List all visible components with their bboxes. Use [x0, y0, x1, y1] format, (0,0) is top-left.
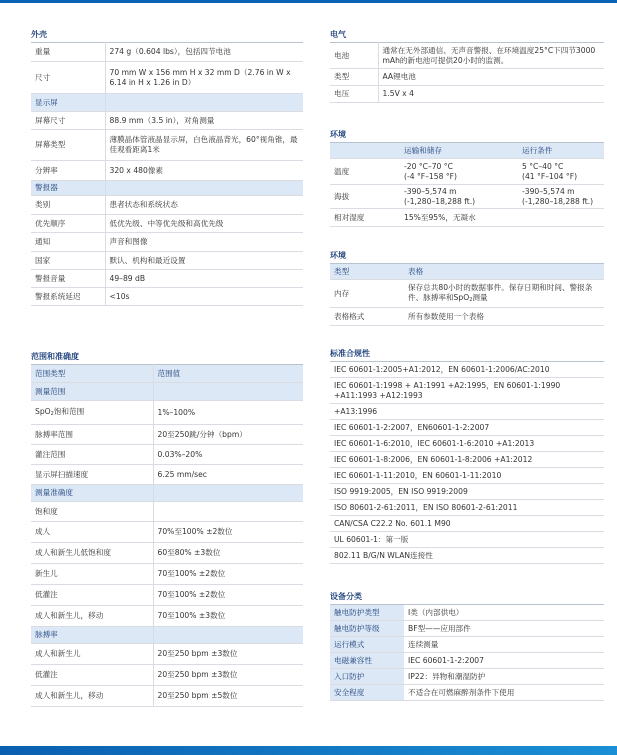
- table-row: SpO$_2$饱和范围 1%–100%: [31, 401, 303, 425]
- table-row: 分辨率 320 x 480像素: [31, 161, 303, 181]
- list-item: IEC 60601-1-8:2006，EN 60601-1-8:2006 +A1:2012: [330, 452, 604, 468]
- table-row: 显示屏扫描速度 6.25 mm/sec: [31, 465, 303, 485]
- standards-heading: 标准合规性: [330, 349, 370, 358]
- standards-table: [330, 361, 604, 564]
- header-row: 运输和储存 运行条件: [330, 143, 604, 159]
- exterior-heading: 外壳: [31, 30, 47, 39]
- table-row: 成人和新生儿低饱和度 60至80% ±3数位: [31, 543, 303, 564]
- table-row: 重量 274 g（0.604 lbs），包括四节电池: [31, 43, 303, 62]
- table-row: 警报系统延迟 <10s: [31, 288, 303, 306]
- table-row: 警报音量 49–89 dB: [31, 270, 303, 288]
- bottom-accent-bar: [0, 746, 617, 755]
- list-item: +A13:1996: [330, 404, 604, 420]
- table-row: 类别 患者状态和系统状态: [31, 196, 303, 215]
- section-row: 显示屏: [31, 94, 303, 112]
- table-row: 饱和度: [31, 502, 303, 522]
- range-accuracy-heading: 范围和准确度: [31, 352, 79, 361]
- table-row: 海拔 -390–5,574 m (-1,280–18,288 ft.) -390–5,574 m (-1,280–18,288 ft.): [330, 185, 604, 209]
- table-row: 国家 默认、机构和最近设置: [31, 252, 303, 270]
- list-item: 802.11 B/G/N WLAN连接性: [330, 548, 604, 564]
- list-item: CAN/CSA C22.2 No. 601.1 M90: [330, 516, 604, 532]
- electrical-heading: 电气: [330, 30, 346, 39]
- table-row: 成人 70%至100% ±2数位: [31, 522, 303, 543]
- list-item: IEC 60601-1-6:2010，IEC 60601-1-6:2010 +A1:2013: [330, 436, 604, 452]
- list-item: IEC 60601-1-11:2010，EN 60601-1-11:2010: [330, 468, 604, 484]
- device-class-table: [330, 604, 604, 701]
- environment-table: [330, 142, 604, 227]
- list-item: IEC 60601-1:2005+A1:2012，EN 60601-1:2006/AC:2010: [330, 362, 604, 378]
- table-row: 通知 声音和图像: [31, 233, 303, 252]
- table-row: 优先顺序 低优先级、中等优先级和高优先级: [31, 215, 303, 233]
- range-accuracy-section: [31, 350, 303, 707]
- environment-heading: 环境: [330, 130, 346, 139]
- table-row: 入口防护 IP22：异物和潮湿防护: [330, 669, 604, 685]
- table-row: 类型 AA锂电池: [330, 69, 604, 86]
- section-row: 脉搏率: [31, 627, 303, 644]
- table-row: 成人和新生儿，移动 20至250 bpm ±5数位: [31, 686, 303, 707]
- table-row: 安全程度 不适合在可燃麻醉剂条件下使用: [330, 685, 604, 701]
- list-item: UL 60601-1：第一版: [330, 532, 604, 548]
- range-accuracy-table: [31, 364, 303, 707]
- table-row: 电压 1.5V x 4: [330, 86, 604, 103]
- device-class-heading: 设备分类: [330, 592, 362, 601]
- standards-section: [330, 347, 604, 564]
- table-row: 相对湿度 15%至95%，无凝水: [330, 209, 604, 227]
- top-accent-bar: [0, 0, 617, 3]
- list-item: ISO 80601-2-61:2011，EN ISO 80601-2-61:2011: [330, 500, 604, 516]
- header-row: 类型 表格: [330, 264, 604, 280]
- table-row: 灌注范围 0.03%–20%: [31, 445, 303, 465]
- section-row: 警报器: [31, 181, 303, 196]
- environment-memory-section: [330, 249, 604, 326]
- list-item: IEC 60601-1:1998 + A1:1991 +A2:1995，EN 60601-1:1990 +A11:1993 +A12:1993: [330, 378, 604, 404]
- table-row: 尺寸 70 mm W x 156 mm H x 32 mm D（2.76 in W x 6.14 in H x 1.26 in D）: [31, 62, 303, 94]
- environment-section: [330, 128, 604, 227]
- table-row: 成人和新生儿 20至250 bpm ±3数位: [31, 644, 303, 665]
- table-row: 屏幕类型 薄膜晶体管液晶显示屏，白色液晶背光，60°视角锥，最佳观看距离1米: [31, 130, 303, 161]
- exterior-section: [31, 28, 303, 306]
- section-row: 测量范围: [31, 383, 303, 401]
- environment-memory-table: [330, 263, 604, 326]
- table-row: 触电防护类型 I类（内部供电）: [330, 605, 604, 621]
- device-class-section: [330, 590, 604, 701]
- table-row: 触电防护等级 BF型——应用部件: [330, 621, 604, 637]
- table-row: 屏幕尺寸 88.9 mm（3.5 in），对角测量: [31, 112, 303, 130]
- table-row: 低灌注 20至250 bpm ±3数位: [31, 665, 303, 686]
- table-row: 内存 保存总共80小时的数据事件。保存日期和时间、警报条件、脉搏率和SpO$_2$测量: [330, 280, 604, 308]
- electrical-section: [330, 28, 604, 103]
- table-row: 温度 -20 °C–70 °C (-4 °F–158 °F) 5 °C–40 °C (41 °F–104 °F): [330, 159, 604, 185]
- table-row: 低灌注 70至100% ±2数位: [31, 585, 303, 606]
- exterior-table: [31, 42, 303, 306]
- section-row: 测量准确度: [31, 485, 303, 502]
- environment-memory-heading: 环境: [330, 251, 346, 260]
- table-row: 脉搏率范围 20至250跳/分钟（bpm）: [31, 425, 303, 445]
- header-row: 范围类型 范围值: [31, 365, 303, 383]
- list-item: IEC 60601-1-2:2007，EN60601-1-2:2007: [330, 420, 604, 436]
- table-row: 电磁兼容性 IEC 60601-1-2:2007: [330, 653, 604, 669]
- electrical-table: [330, 42, 604, 103]
- table-row: 成人和新生儿，移动 70至100% ±3数位: [31, 606, 303, 627]
- table-row: 运行模式 连续测量: [330, 637, 604, 653]
- list-item: ISO 9919:2005，EN ISO 9919:2009: [330, 484, 604, 500]
- table-row: 表格格式 所有参数使用一个表格: [330, 308, 604, 326]
- table-row: 电池 通常在无外部通信、无声音警报、在环境温度25°C下四节3000 mAh的新电池可提供20小时的监测。: [330, 43, 604, 69]
- table-row: 新生儿 70至100% ±2数位: [31, 564, 303, 585]
